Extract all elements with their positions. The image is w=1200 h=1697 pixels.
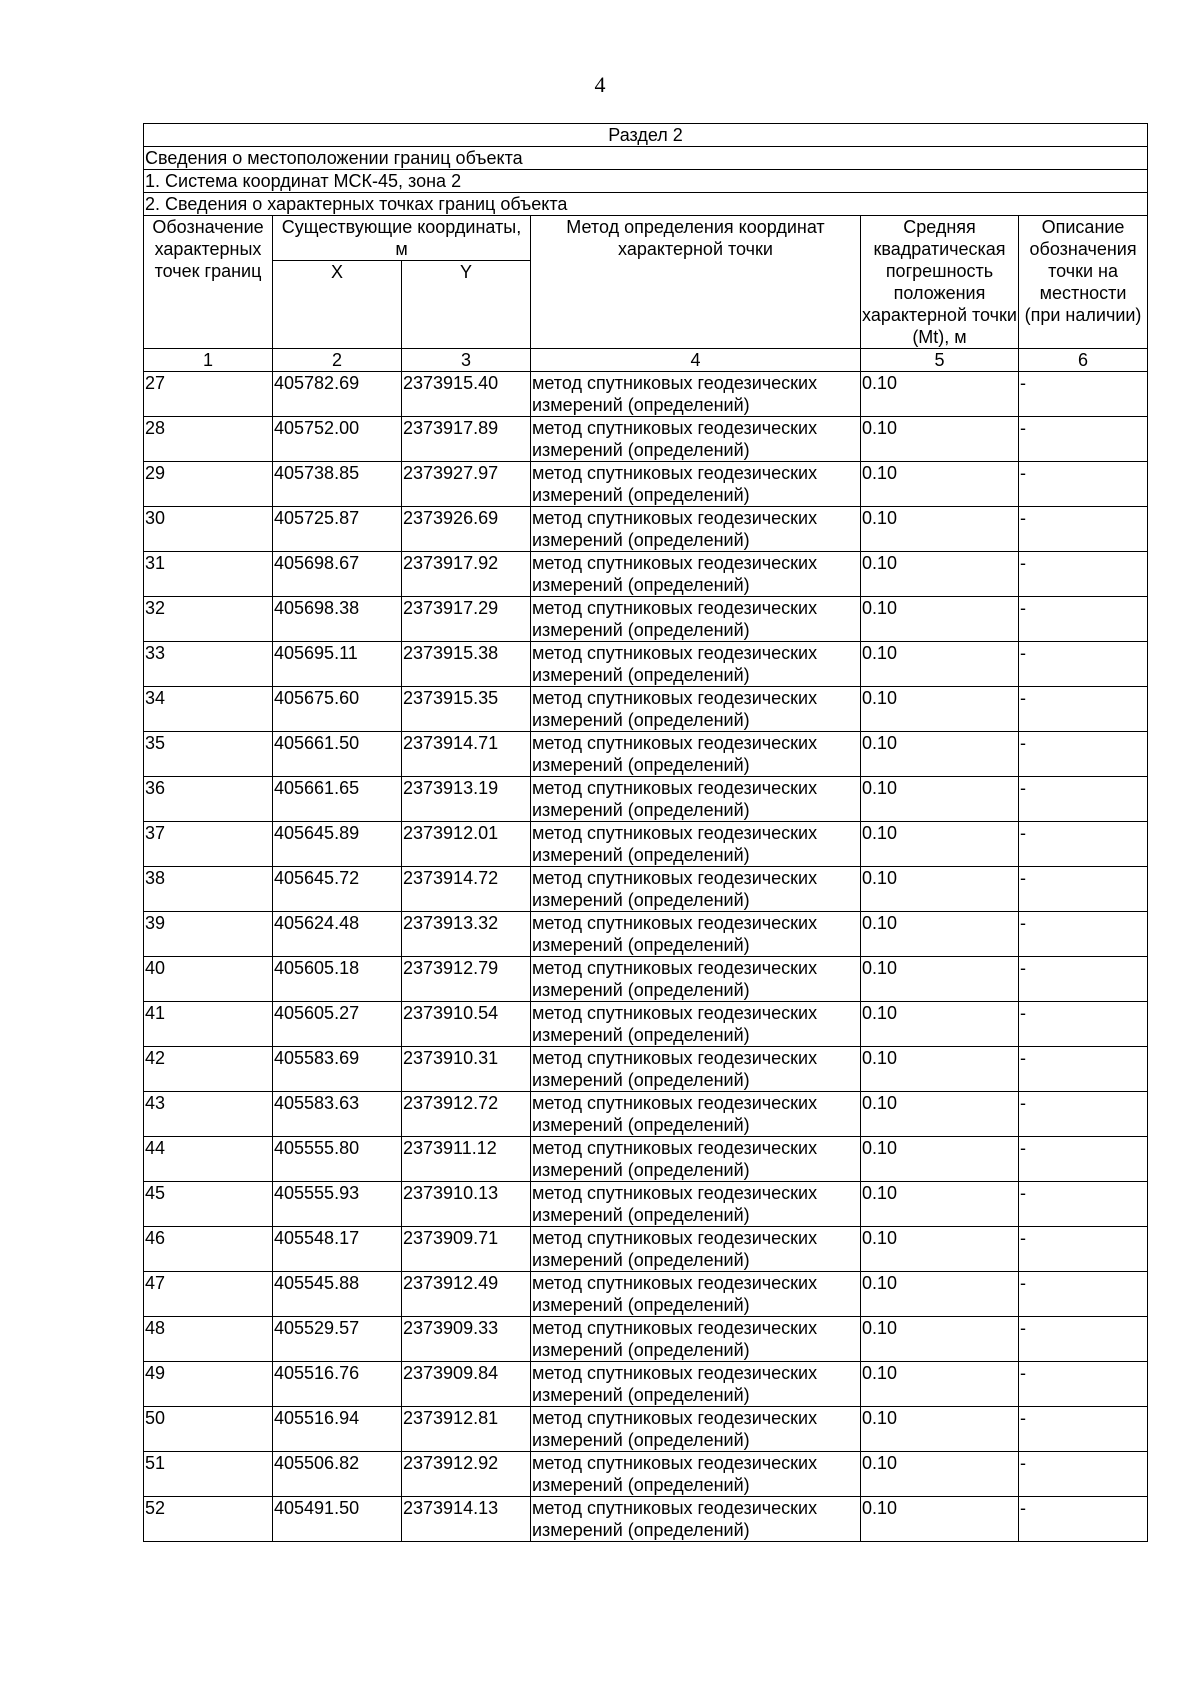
- column-number: 5: [861, 349, 1019, 372]
- error-cell: 0.10: [861, 1497, 1019, 1542]
- info-title-row: [144, 147, 1148, 170]
- error-cell: 0.10: [861, 822, 1019, 867]
- table-row: [144, 462, 1148, 507]
- method-cell: метод спутниковых геодезических измерений (определений): [531, 1272, 861, 1317]
- description-cell: -: [1019, 417, 1148, 462]
- header-description: Описание обозначения точки на местности (при наличии): [1019, 216, 1148, 349]
- table-row: [144, 867, 1148, 912]
- method-cell: метод спутниковых геодезических измерений (определений): [531, 1407, 861, 1452]
- description-cell: -: [1019, 552, 1148, 597]
- x-coordinate-cell: 405529.57: [273, 1317, 402, 1362]
- point-id-cell: 29: [144, 462, 273, 507]
- table-row: [144, 1092, 1148, 1137]
- table-row: [144, 732, 1148, 777]
- point-id-cell: 52: [144, 1497, 273, 1542]
- x-coordinate-cell: 405661.50: [273, 732, 402, 777]
- table-row: [144, 1182, 1148, 1227]
- table-row: [144, 1407, 1148, 1452]
- y-coordinate-cell: 2373913.32: [402, 912, 531, 957]
- method-cell: метод спутниковых геодезических измерений (определений): [531, 1497, 861, 1542]
- point-id-cell: 48: [144, 1317, 273, 1362]
- method-cell: метод спутниковых геодезических измерений (определений): [531, 1092, 861, 1137]
- point-id-cell: 36: [144, 777, 273, 822]
- table-row: [144, 1137, 1148, 1182]
- x-coordinate-cell: 405491.50: [273, 1497, 402, 1542]
- point-id-cell: 30: [144, 507, 273, 552]
- y-coordinate-cell: 2373912.81: [402, 1407, 531, 1452]
- y-coordinate-cell: 2373927.97: [402, 462, 531, 507]
- description-cell: -: [1019, 867, 1148, 912]
- table-row: [144, 1362, 1148, 1407]
- point-id-cell: 31: [144, 552, 273, 597]
- table-row: [144, 642, 1148, 687]
- x-coordinate-cell: 405516.76: [273, 1362, 402, 1407]
- x-coordinate-cell: 405516.94: [273, 1407, 402, 1452]
- section-title-row: [144, 124, 1148, 147]
- description-cell: -: [1019, 777, 1148, 822]
- point-id-cell: 34: [144, 687, 273, 732]
- header-point-designation: Обозначение характерных точек границ: [144, 216, 273, 349]
- description-cell: -: [1019, 1002, 1148, 1047]
- x-coordinate-cell: 405738.85: [273, 462, 402, 507]
- method-cell: метод спутниковых геодезических измерений (определений): [531, 642, 861, 687]
- point-id-cell: 41: [144, 1002, 273, 1047]
- error-cell: 0.10: [861, 687, 1019, 732]
- point-id-cell: 42: [144, 1047, 273, 1092]
- description-cell: -: [1019, 1182, 1148, 1227]
- error-cell: 0.10: [861, 1227, 1019, 1272]
- method-cell: метод спутниковых геодезических измерений (определений): [531, 777, 861, 822]
- method-cell: метод спутниковых геодезических измерений (определений): [531, 1362, 861, 1407]
- table-row: [144, 372, 1148, 417]
- y-coordinate-cell: 2373913.19: [402, 777, 531, 822]
- method-cell: метод спутниковых геодезических измерений (определений): [531, 372, 861, 417]
- x-coordinate-cell: 405698.67: [273, 552, 402, 597]
- method-cell: метод спутниковых геодезических измерений (определений): [531, 552, 861, 597]
- point-id-cell: 27: [144, 372, 273, 417]
- y-coordinate-cell: 2373911.12: [402, 1137, 531, 1182]
- description-cell: -: [1019, 462, 1148, 507]
- x-coordinate-cell: 405583.69: [273, 1047, 402, 1092]
- table-row: [144, 1002, 1148, 1047]
- method-cell: метод спутниковых геодезических измерений (определений): [531, 822, 861, 867]
- x-coordinate-cell: 405605.27: [273, 1002, 402, 1047]
- table-row: [144, 822, 1148, 867]
- description-cell: -: [1019, 642, 1148, 687]
- point-id-cell: 47: [144, 1272, 273, 1317]
- coord-system: 1. Система координат МСК-45, зона 2: [144, 170, 1148, 193]
- method-cell: метод спутниковых геодезических измерений (определений): [531, 1047, 861, 1092]
- column-number: 2: [273, 349, 402, 372]
- error-cell: 0.10: [861, 1407, 1019, 1452]
- error-cell: 0.10: [861, 1362, 1019, 1407]
- x-coordinate-cell: 405698.38: [273, 597, 402, 642]
- table-row: [144, 777, 1148, 822]
- method-cell: метод спутниковых геодезических измерений (определений): [531, 732, 861, 777]
- coord-system-row: [144, 170, 1148, 193]
- x-coordinate-cell: 405555.80: [273, 1137, 402, 1182]
- y-coordinate-cell: 2373915.38: [402, 642, 531, 687]
- table-row: [144, 957, 1148, 1002]
- error-cell: 0.10: [861, 1452, 1019, 1497]
- table-row: [144, 912, 1148, 957]
- header-y: Y: [402, 261, 531, 349]
- point-id-cell: 39: [144, 912, 273, 957]
- method-cell: метод спутниковых геодезических измерений (определений): [531, 1227, 861, 1272]
- error-cell: 0.10: [861, 867, 1019, 912]
- points-title-row: [144, 193, 1148, 216]
- method-cell: метод спутниковых геодезических измерений (определений): [531, 507, 861, 552]
- method-cell: метод спутниковых геодезических измерений (определений): [531, 597, 861, 642]
- error-cell: 0.10: [861, 642, 1019, 687]
- y-coordinate-cell: 2373917.29: [402, 597, 531, 642]
- x-coordinate-cell: 405583.63: [273, 1092, 402, 1137]
- x-coordinate-cell: 405752.00: [273, 417, 402, 462]
- description-cell: -: [1019, 1092, 1148, 1137]
- error-cell: 0.10: [861, 1272, 1019, 1317]
- y-coordinate-cell: 2373910.31: [402, 1047, 531, 1092]
- error-cell: 0.10: [861, 507, 1019, 552]
- point-id-cell: 43: [144, 1092, 273, 1137]
- description-cell: -: [1019, 687, 1148, 732]
- method-cell: метод спутниковых геодезических измерений (определений): [531, 1317, 861, 1362]
- table-row: [144, 687, 1148, 732]
- y-coordinate-cell: 2373912.72: [402, 1092, 531, 1137]
- point-id-cell: 32: [144, 597, 273, 642]
- y-coordinate-cell: 2373910.13: [402, 1182, 531, 1227]
- y-coordinate-cell: 2373917.89: [402, 417, 531, 462]
- method-cell: метод спутниковых геодезических измерений (определений): [531, 462, 861, 507]
- error-cell: 0.10: [861, 777, 1019, 822]
- method-cell: метод спутниковых геодезических измерений (определений): [531, 1452, 861, 1497]
- description-cell: -: [1019, 1497, 1148, 1542]
- description-cell: -: [1019, 372, 1148, 417]
- x-coordinate-cell: 405548.17: [273, 1227, 402, 1272]
- description-cell: -: [1019, 1137, 1148, 1182]
- error-cell: 0.10: [861, 1092, 1019, 1137]
- description-cell: -: [1019, 507, 1148, 552]
- column-numbers-row: [144, 349, 1148, 372]
- error-cell: 0.10: [861, 597, 1019, 642]
- header-error: Средняя квадратическая погрешность положения характерной точки (Mt), м: [862, 217, 1017, 347]
- section-title: Раздел 2: [144, 124, 1148, 147]
- point-id-cell: 45: [144, 1182, 273, 1227]
- x-coordinate-cell: 405782.69: [273, 372, 402, 417]
- table-row: [144, 597, 1148, 642]
- method-cell: метод спутниковых геодезических измерений (определений): [531, 957, 861, 1002]
- table-row: [144, 1272, 1148, 1317]
- table-row: [144, 1227, 1148, 1272]
- x-coordinate-cell: 405605.18: [273, 957, 402, 1002]
- method-cell: метод спутниковых геодезических измерений (определений): [531, 1182, 861, 1227]
- error-cell: 0.10: [861, 957, 1019, 1002]
- table-row: [144, 1497, 1148, 1542]
- x-coordinate-cell: 405695.11: [273, 642, 402, 687]
- y-coordinate-cell: 2373915.35: [402, 687, 531, 732]
- x-coordinate-cell: 405725.87: [273, 507, 402, 552]
- x-coordinate-cell: 405661.65: [273, 777, 402, 822]
- y-coordinate-cell: 2373912.92: [402, 1452, 531, 1497]
- description-cell: -: [1019, 732, 1148, 777]
- error-cell: 0.10: [861, 1317, 1019, 1362]
- error-cell: 0.10: [861, 1002, 1019, 1047]
- point-id-cell: 28: [144, 417, 273, 462]
- point-id-cell: 35: [144, 732, 273, 777]
- y-coordinate-cell: 2373910.54: [402, 1002, 531, 1047]
- column-number: 1: [144, 349, 273, 372]
- y-coordinate-cell: 2373914.13: [402, 1497, 531, 1542]
- description-cell: -: [1019, 1047, 1148, 1092]
- y-coordinate-cell: 2373917.92: [402, 552, 531, 597]
- header-method: Метод определения координат характерной точки: [531, 216, 861, 349]
- method-cell: метод спутниковых геодезических измерений (определений): [531, 417, 861, 462]
- description-cell: -: [1019, 597, 1148, 642]
- header-row-1: [144, 216, 1148, 261]
- x-coordinate-cell: 405675.60: [273, 687, 402, 732]
- y-coordinate-cell: 2373926.69: [402, 507, 531, 552]
- table-row: [144, 1047, 1148, 1092]
- y-coordinate-cell: 2373909.33: [402, 1317, 531, 1362]
- point-id-cell: 51: [144, 1452, 273, 1497]
- description-cell: -: [1019, 1452, 1148, 1497]
- point-id-cell: 40: [144, 957, 273, 1002]
- x-coordinate-cell: 405555.93: [273, 1182, 402, 1227]
- description-cell: -: [1019, 822, 1148, 867]
- method-cell: метод спутниковых геодезических измерений (определений): [531, 687, 861, 732]
- method-cell: метод спутниковых геодезических измерений (определений): [531, 1137, 861, 1182]
- table-row: [144, 507, 1148, 552]
- header-x: X: [273, 261, 402, 349]
- y-coordinate-cell: 2373914.72: [402, 867, 531, 912]
- column-number: 4: [531, 349, 861, 372]
- y-coordinate-cell: 2373909.84: [402, 1362, 531, 1407]
- point-id-cell: 44: [144, 1137, 273, 1182]
- x-coordinate-cell: 405645.72: [273, 867, 402, 912]
- boundary-points-table: [143, 123, 1148, 1542]
- table-row: [144, 552, 1148, 597]
- y-coordinate-cell: 2373912.01: [402, 822, 531, 867]
- description-cell: -: [1019, 1227, 1148, 1272]
- y-coordinate-cell: 2373912.49: [402, 1272, 531, 1317]
- point-id-cell: 38: [144, 867, 273, 912]
- method-cell: метод спутниковых геодезических измерений (определений): [531, 867, 861, 912]
- method-cell: метод спутниковых геодезических измерений (определений): [531, 1002, 861, 1047]
- point-id-cell: 50: [144, 1407, 273, 1452]
- error-cell: 0.10: [861, 1182, 1019, 1227]
- error-cell: 0.10: [861, 462, 1019, 507]
- description-cell: -: [1019, 957, 1148, 1002]
- error-cell: 0.10: [861, 1137, 1019, 1182]
- y-coordinate-cell: 2373914.71: [402, 732, 531, 777]
- y-coordinate-cell: 2373909.71: [402, 1227, 531, 1272]
- description-cell: -: [1019, 1407, 1148, 1452]
- error-cell: 0.10: [861, 912, 1019, 957]
- y-coordinate-cell: 2373915.40: [402, 372, 531, 417]
- column-number: 6: [1019, 349, 1148, 372]
- point-id-cell: 49: [144, 1362, 273, 1407]
- info-title: Сведения о местоположении границ объекта: [144, 147, 1148, 170]
- x-coordinate-cell: 405624.48: [273, 912, 402, 957]
- table-row: [144, 417, 1148, 462]
- table-row: [144, 1317, 1148, 1362]
- x-coordinate-cell: 405545.88: [273, 1272, 402, 1317]
- error-cell: 0.10: [861, 552, 1019, 597]
- error-cell: 0.10: [861, 732, 1019, 777]
- point-id-cell: 37: [144, 822, 273, 867]
- table-row: [144, 1452, 1148, 1497]
- method-cell: метод спутниковых геодезических измерений (определений): [531, 912, 861, 957]
- header-existing-coords: Существующие координаты, м: [273, 216, 531, 261]
- x-coordinate-cell: 405506.82: [273, 1452, 402, 1497]
- point-id-cell: 46: [144, 1227, 273, 1272]
- points-title: 2. Сведения о характерных точках границ объекта: [144, 193, 1148, 216]
- error-cell: 0.10: [861, 372, 1019, 417]
- y-coordinate-cell: 2373912.79: [402, 957, 531, 1002]
- description-cell: -: [1019, 1317, 1148, 1362]
- error-cell: 0.10: [861, 1047, 1019, 1092]
- error-cell: 0.10: [861, 417, 1019, 462]
- x-coordinate-cell: 405645.89: [273, 822, 402, 867]
- description-cell: -: [1019, 1362, 1148, 1407]
- column-number: 3: [402, 349, 531, 372]
- page-number: 4: [594, 72, 606, 97]
- point-id-cell: 33: [144, 642, 273, 687]
- description-cell: -: [1019, 1272, 1148, 1317]
- description-cell: -: [1019, 912, 1148, 957]
